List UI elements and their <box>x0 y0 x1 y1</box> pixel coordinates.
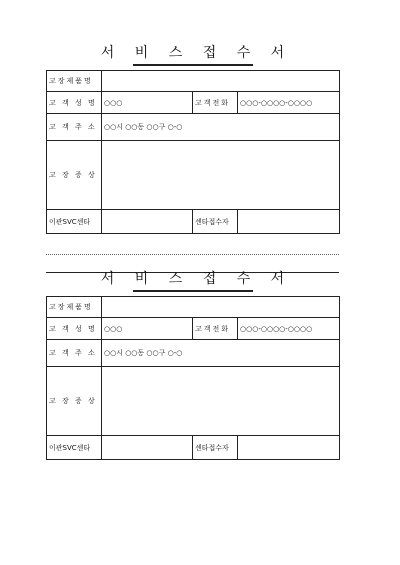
label-customer-name: 고 객 성 명 <box>47 318 102 340</box>
cut-line <box>46 254 339 255</box>
service-table <box>46 70 340 234</box>
product-field[interactable] <box>102 297 340 318</box>
form-title: 서 비 스 접 수 서 <box>100 271 293 287</box>
service-form-1 <box>46 44 339 234</box>
customer-name-field[interactable]: ○○○ <box>102 318 193 340</box>
receiver-field[interactable] <box>238 210 340 234</box>
label-customer-phone: 고객전화 <box>193 92 238 114</box>
label-receiver: 센타접수자 <box>193 436 238 460</box>
symptom-field[interactable] <box>102 367 340 436</box>
transfer-center-field[interactable] <box>102 210 193 234</box>
customer-address-field[interactable]: ○○시 ○○동 ○○구 ○-○ <box>102 340 340 367</box>
label-transfer-center: 이관SVC센타 <box>47 436 102 460</box>
customer-phone-field[interactable]: ○○○-○○○○-○○○○ <box>238 92 340 114</box>
service-form-2 <box>46 270 339 460</box>
product-field[interactable] <box>102 71 340 92</box>
label-customer-address: 고 객 주 소 <box>47 114 102 141</box>
symptom-field[interactable] <box>102 141 340 210</box>
label-symptom: 고 장 증 상 <box>47 367 102 436</box>
customer-phone-field[interactable]: ○○○-○○○○-○○○○ <box>238 318 340 340</box>
label-customer-phone: 고객전화 <box>193 318 238 340</box>
receiver-field[interactable] <box>238 436 340 460</box>
customer-address-field[interactable]: ○○시 ○○동 ○○구 ○-○ <box>102 114 340 141</box>
label-product: 고장제품명 <box>47 297 102 318</box>
label-transfer-center: 이관SVC센타 <box>47 210 102 234</box>
customer-name-field[interactable]: ○○○ <box>102 92 193 114</box>
service-table <box>46 296 340 460</box>
title-underline <box>133 290 253 292</box>
label-product: 고장제품명 <box>47 71 102 92</box>
label-customer-address: 고 객 주 소 <box>47 340 102 367</box>
form-title: 서 비 스 접 수 서 <box>100 45 293 61</box>
label-receiver: 센타접수자 <box>193 210 238 234</box>
transfer-center-field[interactable] <box>102 436 193 460</box>
title-underline <box>133 64 253 66</box>
label-symptom: 고 장 증 상 <box>47 141 102 210</box>
label-customer-name: 고 객 성 명 <box>47 92 102 114</box>
